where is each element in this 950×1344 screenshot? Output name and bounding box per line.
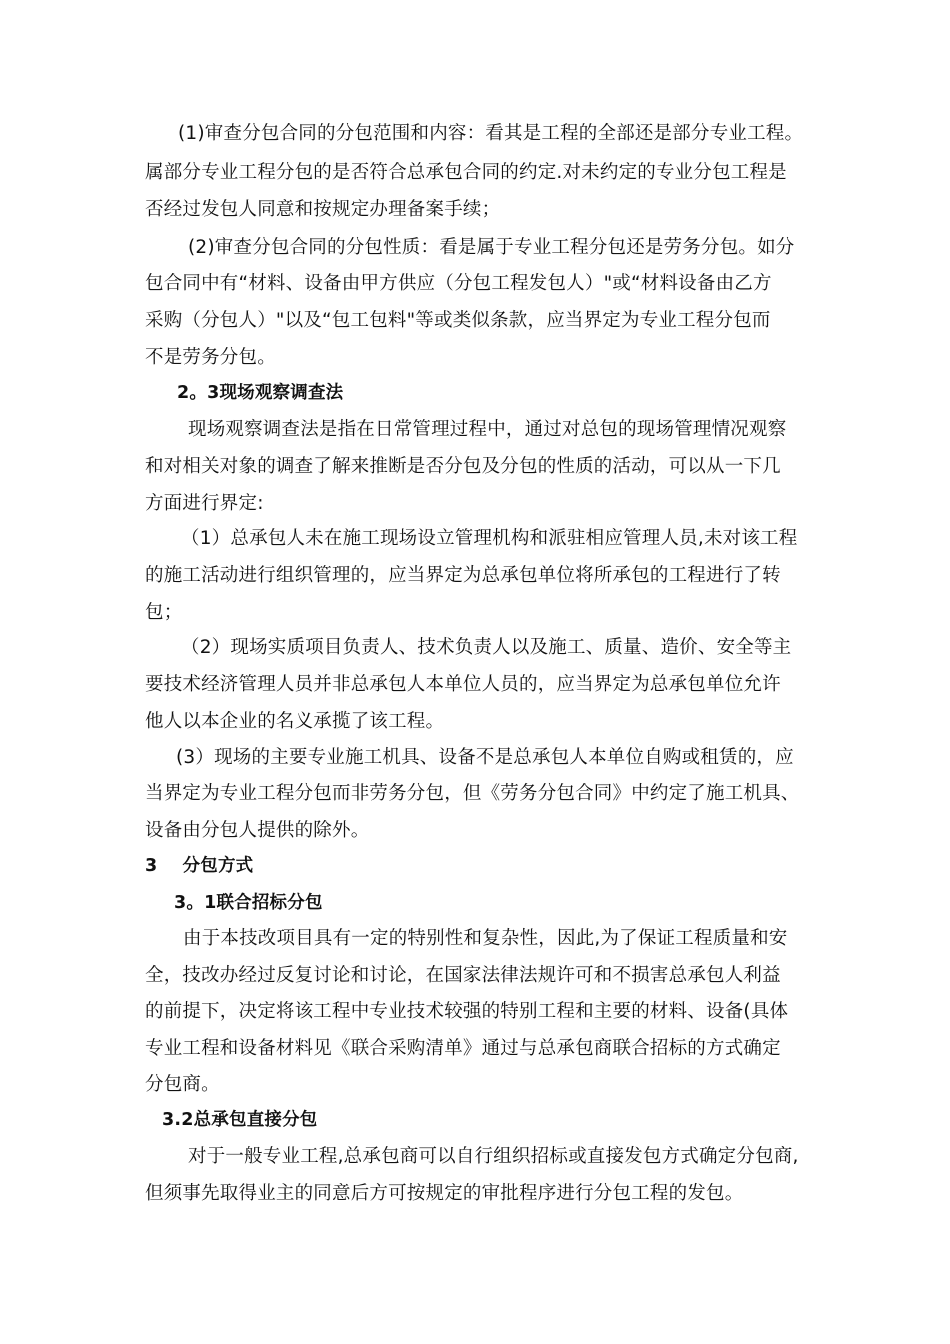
paragraph-line: 由于本技改项目具有一定的特别性和复杂性，因此,为了保证工程质量和安 (183, 928, 788, 949)
section-heading: 3。1联合招标分包 (174, 893, 323, 913)
paragraph-line: 设备由分包人提供的除外。 (145, 820, 370, 841)
paragraph-line: 包； (145, 602, 183, 623)
paragraph-line: 当界定为专业工程分包而非劳务分包，但《劳务分包合同》中约定了施工机具、 (145, 783, 800, 804)
paragraph-line: 他人以本企业的名义承揽了该工程。 (145, 711, 445, 732)
paragraph-line: 但须事先取得业主的同意后方可按规定的审批程序进行分包工程的发包。 (145, 1183, 744, 1204)
paragraph-line: (3）现场的主要专业施工机具、设备不是总承包人本单位自购或租赁的，应 (176, 747, 794, 768)
paragraph-line: 全，技改办经过反复讨论和讨论，在国家法律法规许可和不损害总承包人利益 (145, 965, 781, 986)
paragraph-line: 方面进行界定: (145, 493, 264, 514)
paragraph-line: 的前提下，决定将该工程中专业技术较强的特别工程和主要的材料、设备(具体 (145, 1001, 789, 1022)
section-heading: 3 分包方式 (145, 856, 254, 876)
paragraph-line: (1)审查分包合同的分包范围和内容：看其是工程的全部还是部分专业工程。 (178, 123, 804, 144)
section-heading: 2。3现场观察调查法 (177, 383, 344, 403)
paragraph-line: 对于一般专业工程,总承包商可以自行组织招标或直接发包方式确定分包商, (188, 1146, 799, 1167)
paragraph-line: 现场观察调查法是指在日常管理过程中，通过对总包的现场管理情况观察 (188, 419, 787, 440)
paragraph-line: (2)审查分包合同的分包性质：看是属于专业工程分包还是劳务分包。如分 (188, 237, 795, 258)
paragraph-line: 不是劳务分包。 (145, 347, 276, 368)
paragraph-line: 和对相关对象的调查了解来推断是否分包及分包的性质的活动，可以从一下几 (145, 456, 781, 477)
paragraph-line: 专业工程和设备材料见《联合采购清单》通过与总承包商联合招标的方式确定 (145, 1038, 781, 1059)
paragraph-line: 分包商。 (145, 1074, 220, 1095)
paragraph-line: 属部分专业工程分包的是否符合总承包合同的约定.对未约定的专业分包工程是 (145, 162, 787, 183)
paragraph-line: （2）现场实质项目负责人、技术负责人以及施工、质量、造价、安全等主 (181, 637, 792, 658)
paragraph-line: 要技术经济管理人员并非总承包人本单位人员的，应当界定为总承包单位允许 (145, 674, 781, 695)
paragraph-line: 采购（分包人）"以及“包工包料"等或类似条款，应当界定为专业工程分包而 (145, 310, 771, 331)
paragraph-line: （1）总承包人未在施工现场设立管理机构和派驻相应管理人员,未对该工程 (181, 528, 798, 549)
paragraph-line: 包合同中有“材料、设备由甲方供应（分包工程发包人）"或“材料设备由乙方 (145, 273, 772, 294)
paragraph-line: 的施工活动进行组织管理的，应当界定为总承包单位将所承包的工程进行了转 (145, 565, 781, 586)
section-heading: 3.2总承包直接分包 (162, 1110, 318, 1130)
paragraph-line: 否经过发包人同意和按规定办理备案手续； (145, 199, 501, 220)
